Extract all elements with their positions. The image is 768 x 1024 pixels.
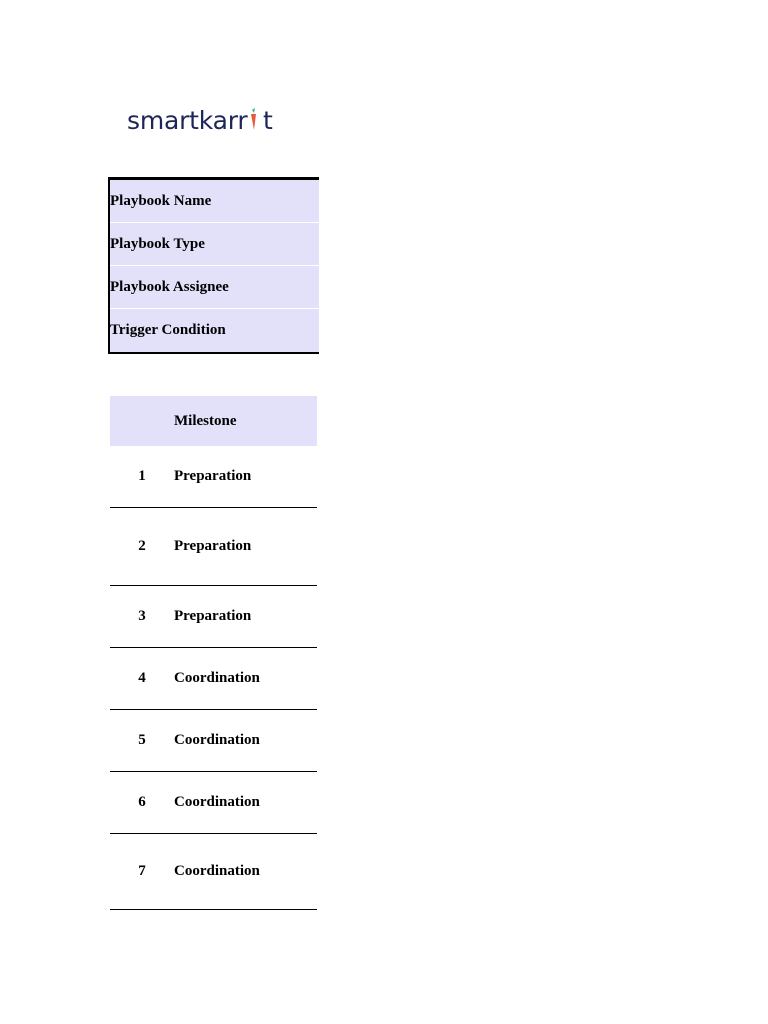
milestone-label: Preparation — [174, 608, 252, 624]
milestone-label: Coordination — [174, 863, 260, 879]
milestone-row — [110, 772, 317, 834]
milestone-label: Coordination — [174, 794, 260, 810]
milestone-label: Preparation — [174, 538, 252, 554]
info-label: Playbook Type — [110, 235, 205, 252]
milestone-row — [110, 710, 317, 772]
milestone-row — [110, 834, 317, 910]
milestone-number: 2 — [138, 538, 146, 554]
carrot-icon — [247, 104, 263, 138]
info-row-playbook-assignee — [110, 266, 319, 309]
info-label: Playbook Assignee — [110, 278, 229, 295]
milestone-number: 6 — [138, 794, 146, 810]
milestone-number: 7 — [138, 863, 146, 879]
milestone-number: 4 — [138, 670, 146, 686]
milestone-table — [110, 396, 317, 910]
milestone-header: Milestone — [174, 412, 237, 429]
info-row-playbook-type — [110, 223, 319, 266]
milestone-number: 1 — [138, 468, 146, 484]
milestone-label: Coordination — [174, 670, 260, 686]
milestone-row — [110, 446, 317, 508]
milestone-label: Coordination — [174, 732, 260, 748]
info-row-playbook-name — [110, 180, 319, 223]
milestone-number: 3 — [138, 608, 146, 624]
info-label: Playbook Name — [110, 192, 212, 209]
milestone-row — [110, 586, 317, 648]
milestone-header-row — [110, 396, 317, 446]
milestone-row — [110, 508, 317, 586]
milestone-number: 5 — [138, 732, 146, 748]
logo-text-end: t — [262, 106, 273, 135]
info-row-trigger-condition — [110, 309, 319, 352]
logo-text-start: smartkarr — [127, 106, 248, 135]
milestone-row — [110, 648, 317, 710]
smartkarrot-logo — [127, 104, 273, 138]
milestone-label: Preparation — [174, 468, 252, 484]
playbook-info-table — [108, 177, 319, 354]
info-label: Trigger Condition — [110, 322, 226, 338]
